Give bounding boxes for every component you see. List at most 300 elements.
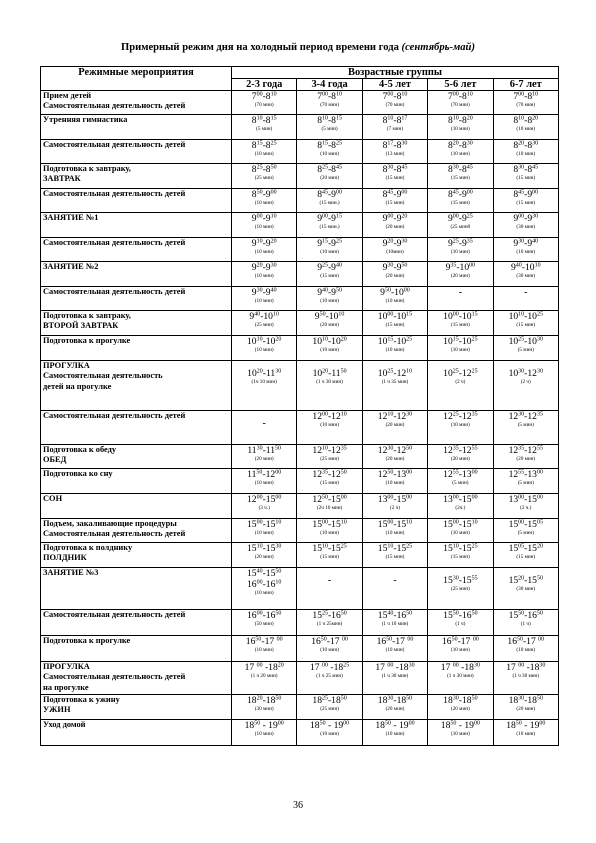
time-range: $9^{10}-9^{20}$ (251, 238, 277, 249)
duration: (10 мин) (516, 151, 536, 157)
title-main: Примерный режим дня на холодный период времени года (121, 42, 399, 53)
time-cell (428, 140, 493, 164)
duration: (10мин) (386, 249, 404, 255)
duration: (10 мин) (450, 422, 470, 428)
time-cell (232, 115, 297, 140)
duration: (15 мин) (450, 554, 470, 560)
activity-label-line: Утренняя гимнастика (43, 115, 128, 124)
time-range: $10^{20}-11^{30}$ (247, 368, 282, 379)
time-cell (232, 469, 297, 494)
activity-label (41, 164, 232, 189)
duration: (10 мин) (254, 530, 274, 536)
time-range: $18^{50} - 19^{00}$ (440, 720, 480, 731)
duration: (15 мин) (450, 200, 470, 206)
duration: (1 ч 10 мин) (381, 621, 409, 627)
duration: (20 мин) (385, 273, 405, 279)
time-cell (362, 636, 427, 662)
time-cell (297, 213, 362, 238)
activity-label (41, 213, 232, 238)
time-range: 17 $^{00}$ $-18^{25}$ (309, 662, 350, 673)
duration: (2 ч) (455, 379, 466, 385)
title-period: (сентябрь-май) (401, 42, 475, 53)
table-row (41, 262, 559, 287)
table-row (41, 519, 559, 543)
time-range: $8^{17}-8^{30}$ (382, 140, 408, 151)
time-cell (428, 568, 493, 610)
time-cell (297, 662, 362, 695)
activity-label (41, 140, 232, 164)
time-cell (493, 469, 558, 494)
time-range: $10^{20}-11^{50}$ (312, 368, 347, 379)
time-cell (362, 361, 427, 411)
time-range: $15^{00}-15^{10}$ (443, 519, 478, 530)
time-range: $8^{15}-8^{25}$ (251, 140, 277, 151)
duration: (15 мин) (516, 175, 536, 181)
spacer (430, 568, 490, 575)
duration: (15 мин) (516, 322, 536, 328)
duration: (10 мин) (450, 347, 470, 353)
time-range: $10^{30}-12^{30}$ (508, 368, 543, 379)
time-cell (493, 662, 558, 695)
duration: (2 ч) (389, 505, 400, 511)
duration: (15 мин) (320, 480, 339, 486)
spacer (299, 568, 359, 575)
time-cell (493, 695, 558, 720)
time-cell (428, 213, 493, 238)
table-row (41, 213, 559, 238)
time-cell (493, 720, 558, 746)
duration: (15 мин) (320, 273, 339, 279)
time-cell (297, 115, 362, 140)
table-row (41, 695, 559, 720)
time-cell (362, 519, 427, 543)
time-range: $12^{10}-12^{30}$ (377, 411, 413, 422)
time-cell (493, 610, 558, 636)
time-cell (362, 610, 427, 636)
activity-label-line: Подготовка к завтраку, (43, 311, 131, 320)
time-cell (428, 636, 493, 662)
time-cell (428, 287, 493, 311)
activity-label (41, 91, 232, 115)
time-range: $15^{50}-16^{50}$ (508, 610, 543, 621)
time-range: $15^{05}-15^{20}$ (508, 543, 543, 554)
duration: (1 ч 20 мин) (250, 673, 278, 679)
duration: (1 ч 35 мин) (381, 379, 409, 385)
time-cell (297, 189, 362, 213)
time-range: $13^{00}-15^{00}$ (443, 494, 478, 505)
time-cell (362, 662, 427, 695)
table-row (41, 445, 559, 469)
table-row (41, 636, 559, 662)
duration: (20 мин) (385, 456, 405, 462)
duration: (5 мин) (321, 126, 338, 132)
spacer (365, 361, 425, 368)
time-range: $8^{25}-8^{45}$ (317, 164, 342, 175)
activity-label-line: Подготовка к полднику (43, 543, 133, 552)
time-cell (232, 361, 297, 411)
duration: (1 ч 25 мин) (316, 673, 343, 679)
activity-label (41, 336, 232, 361)
header-age-5-6: 5-6 лет (428, 79, 493, 91)
activity-label-line: Подготовка ко сну (43, 469, 113, 478)
duration: (20 мин) (450, 456, 470, 462)
time-cell (493, 568, 558, 610)
duration: (70 мин) (385, 102, 405, 108)
activity-label (41, 494, 232, 519)
duration: (10 мин) (450, 249, 470, 255)
duration: (10 мин) (254, 273, 274, 279)
activity-label (41, 238, 232, 262)
time-range: $18^{50} - 19^{00}$ (309, 720, 350, 731)
duration: (20 мин) (254, 554, 274, 560)
duration: (10 мин) (254, 249, 274, 255)
time-cell (428, 91, 493, 115)
time-range: 17 $^{00}$ $-18^{20}$ (244, 662, 284, 673)
time-cell (362, 568, 427, 610)
time-range: $8^{10}-8^{15}$ (251, 115, 277, 126)
activity-label (41, 287, 232, 311)
activity-label (41, 543, 232, 568)
time-cell (362, 336, 427, 361)
time-range: $8^{45}-9^{00}$ (317, 189, 342, 200)
time-cell (362, 189, 427, 213)
spacer (234, 411, 294, 418)
duration: (10 мин) (320, 151, 339, 157)
duration: (30 мин) (254, 706, 274, 712)
duration: (10 мин) (254, 731, 274, 737)
time-range: $9^{00}-9^{20}$ (382, 213, 408, 224)
duration: (15 мин) (385, 200, 405, 206)
time-range: $15^{40}-15^{50}$ (247, 568, 282, 579)
activity-label-line: ЗАНЯТИЕ №2 (43, 262, 99, 271)
time-range: $9^{30}-9^{40}$ (513, 238, 539, 249)
time-cell (428, 411, 493, 445)
time-range: $15^{10}-15^{25}$ (377, 543, 413, 554)
time-range: $9^{25}-9^{40}$ (317, 262, 342, 273)
time-range: $12^{35}-12^{55}$ (443, 445, 478, 456)
duration: (10 мин) (450, 126, 470, 132)
time-range: $12^{10}-12^{35}$ (312, 445, 347, 456)
duration: (25 мин0 (450, 224, 471, 230)
time-cell (232, 494, 297, 519)
duration: (15 мин) (450, 322, 470, 328)
time-cell (362, 91, 427, 115)
time-cell (232, 695, 297, 720)
time-cell (428, 519, 493, 543)
time-range: $18^{25}-18^{50}$ (312, 695, 347, 706)
activity-label (41, 469, 232, 494)
spacer (365, 568, 425, 575)
time-cell (362, 469, 427, 494)
duration: (5 мин) (517, 347, 534, 353)
activity-label-line: ПРОГУЛКА (43, 662, 90, 671)
time-range: $10^{25}-10^{30}$ (508, 336, 543, 347)
duration: (10 мин) (254, 298, 274, 304)
time-range: $16^{00}-16^{10}$ (247, 579, 282, 590)
time-range: $10^{25}-12^{25}$ (443, 368, 478, 379)
activity-label-line: Прием детей (43, 91, 92, 100)
duration: (5 мин) (517, 422, 534, 428)
time-cell (362, 262, 427, 287)
duration: (2 ч) (520, 379, 531, 385)
duration: (25 мин) (450, 586, 470, 592)
activity-label-line: Самостоятельная деятельность детей (43, 411, 186, 420)
time-cell (232, 636, 297, 662)
table-row (41, 115, 559, 140)
duration: (1 ч 25мин) (316, 621, 343, 627)
duration: (10 мин) (516, 126, 536, 132)
activity-label-line: Самостоятельная деятельность детей (43, 140, 186, 149)
time-range: $10^{00}-10^{15}$ (377, 311, 413, 322)
time-range: $8^{30}-8^{45}$ (513, 164, 539, 175)
time-range: $9^{40}-9^{50}$ (317, 287, 342, 298)
table-row (41, 189, 559, 213)
duration: (5 мин) (517, 530, 534, 536)
duration: (10 мин) (385, 480, 405, 486)
duration: (10 мин) (385, 298, 405, 304)
time-range: $15^{00}-15^{05}$ (508, 519, 543, 530)
schedule-table (40, 66, 559, 746)
time-cell (493, 494, 558, 519)
table-row (41, 610, 559, 636)
duration: (15 мин.) (319, 224, 340, 230)
time-cell (428, 695, 493, 720)
time-cell (297, 519, 362, 543)
time-cell (493, 213, 558, 238)
duration: (10 мин) (254, 224, 274, 230)
activity-label-line: Подготовка к завтраку, (43, 164, 131, 173)
duration: (15 мин.) (319, 200, 340, 206)
duration: (1 ч 30 мин) (447, 673, 474, 679)
time-range: $8^{10}-8^{15}$ (317, 115, 342, 126)
time-range: $8^{20}-8^{30}$ (513, 140, 539, 151)
duration: (10 мин) (385, 530, 405, 536)
time-cell (493, 115, 558, 140)
time-range: $18^{50} - 19^{00}$ (244, 720, 284, 731)
activity-label-line: Самостоятельная деятельность детей (43, 238, 186, 247)
time-cell (297, 695, 362, 720)
time-range: $15^{40}-16^{50}$ (377, 610, 413, 621)
page-number: 36 (293, 800, 303, 811)
duration: (25 мин) (320, 456, 339, 462)
duration: (10 мин) (254, 590, 274, 596)
time-cell (297, 262, 362, 287)
time-cell (232, 189, 297, 213)
spacer (299, 361, 359, 368)
duration: (5 мин) (517, 480, 534, 486)
activity-label-line: Подготовка к прогулке (43, 636, 131, 645)
duration: (30 мин) (516, 273, 536, 279)
time-range: $9^{35}-10^{00}$ (445, 262, 476, 273)
table-row (41, 311, 559, 336)
time-range: $8^{45}-9^{00}$ (382, 189, 408, 200)
header-age-2-3: 2-3 года (232, 79, 297, 91)
duration: (70 мин) (254, 102, 274, 108)
time-range: $8^{30}-8^{45}$ (447, 164, 473, 175)
time-cell (232, 610, 297, 636)
time-cell (232, 164, 297, 189)
time-range: $15^{25}-16^{50}$ (312, 610, 347, 621)
table-row (41, 287, 559, 311)
activity-label-line: Самостоятельная деятельность детей (43, 189, 186, 198)
time-cell (428, 469, 493, 494)
duration: (2ч 10 мин) (316, 505, 343, 511)
duration: (10 мин) (254, 480, 274, 486)
time-range: $10^{15}-10^{25}$ (377, 336, 413, 347)
time-cell (428, 189, 493, 213)
time-range: $9^{50}-10^{10}$ (314, 311, 345, 322)
activity-label-line: Самостоятельная деятельность детей (43, 672, 186, 682)
schedule-rows (41, 91, 559, 746)
duration: (10 мин) (516, 731, 536, 737)
activity-label-line: Подготовка к ужину (43, 695, 120, 704)
activity-label (41, 411, 232, 445)
activity-label (41, 262, 232, 287)
time-cell (493, 336, 558, 361)
duration: (10 мин) (320, 298, 339, 304)
time-range: $12^{50}-15^{00}$ (312, 494, 347, 505)
activity-label (41, 189, 232, 213)
time-range: $12^{50}-13^{00}$ (377, 469, 413, 480)
duration: (7 мин) (386, 126, 404, 132)
time-range: $18^{30}-18^{50}$ (508, 695, 543, 706)
time-range: $9^{00}-9^{10}$ (251, 213, 277, 224)
duration: (10 мин) (385, 647, 405, 653)
duration: (50 мин) (254, 621, 274, 627)
duration: (10 мин) (320, 530, 339, 536)
time-cell (232, 720, 297, 746)
duration: (20 мин) (320, 322, 339, 328)
duration: (20 мин) (385, 224, 405, 230)
time-cell (362, 115, 427, 140)
activity-label-line: детей на прогулке (43, 381, 112, 391)
table-row (41, 91, 559, 115)
duration: (70 мин) (450, 102, 470, 108)
time-range: $11^{50}-12^{00}$ (247, 469, 282, 480)
time-range: 17 $^{00}$ $-18^{30}$ (506, 662, 546, 673)
time-range: $10^{10}-10^{20}$ (247, 336, 282, 347)
duration: (10 мин) (320, 731, 339, 737)
time-range: $15^{00}-15^{10}$ (377, 519, 413, 530)
time-range: $15^{10}-15^{25}$ (312, 543, 347, 554)
time-range: $15^{00}-15^{10}$ (312, 519, 347, 530)
time-cell (428, 336, 493, 361)
duration: (20 мин) (450, 706, 470, 712)
time-cell (493, 189, 558, 213)
no-activity-dash: - (458, 287, 463, 298)
time-range: $12^{55}-13^{00}$ (508, 469, 543, 480)
activity-label-line: СОН (43, 494, 63, 503)
time-range: $12^{30}-12^{50}$ (377, 445, 413, 456)
time-cell (493, 636, 558, 662)
duration: (13 мин) (385, 151, 405, 157)
time-range: $7^{00}-8^{10}$ (513, 91, 539, 102)
duration: (1 ч 30 мин) (512, 673, 540, 679)
table-row (41, 336, 559, 361)
duration: (10 мин) (516, 249, 536, 255)
no-activity-dash: - (524, 287, 528, 298)
time-range: $12^{35}-12^{50}$ (312, 469, 347, 480)
time-range: $12^{30}-12^{35}$ (508, 411, 543, 422)
activity-label-line: на прогулке (43, 682, 89, 692)
time-cell (493, 361, 558, 411)
duration: (10 мин) (320, 647, 339, 653)
time-range: $10^{00}-10^{15}$ (443, 311, 478, 322)
time-range: $8^{15}-8^{25}$ (317, 140, 342, 151)
activity-label-line: Самостоятельная деятельность детей (43, 529, 186, 539)
time-cell (232, 91, 297, 115)
duration: (30 мин) (516, 224, 536, 230)
duration: (20 мин) (254, 456, 274, 462)
activity-label-line: ЗАВТРАК (43, 174, 81, 184)
time-range: $16^{50}-17$ $^{00}$ (441, 636, 479, 647)
time-range: $15^{20}-15^{50}$ (508, 575, 543, 586)
time-range: $8^{10}-8^{17}$ (382, 115, 408, 126)
table-row (41, 411, 559, 445)
time-range: $18^{20}-18^{50}$ (247, 695, 282, 706)
time-cell (297, 411, 362, 445)
time-cell (428, 543, 493, 568)
time-range: $7^{00}-8^{10}$ (447, 91, 473, 102)
time-cell (232, 287, 297, 311)
duration: (30 мин) (516, 586, 536, 592)
time-range: $15^{50}-16^{50}$ (443, 610, 478, 621)
time-cell (297, 494, 362, 519)
time-range: $9^{20}-9^{30}$ (382, 238, 408, 249)
time-cell (232, 213, 297, 238)
time-cell (493, 543, 558, 568)
duration: (10 мин) (254, 151, 274, 157)
table-row (41, 720, 559, 746)
duration: (10 мин) (320, 249, 339, 255)
table-row (41, 469, 559, 494)
activity-label-line: ЗАНЯТИЕ №1 (43, 213, 99, 222)
time-range: $11^{30}-11^{50}$ (247, 445, 282, 456)
time-cell (232, 662, 297, 695)
duration: (10 мин) (450, 731, 470, 737)
time-cell (232, 262, 297, 287)
duration: (10 мин) (254, 200, 274, 206)
duration: (3 ч.) (258, 505, 270, 511)
activity-label-line: Самостоятельная деятельность детей (43, 101, 186, 111)
time-range: $8^{45}-9^{00}$ (447, 189, 473, 200)
activity-label-line: Самостоятельная деятельность (43, 371, 163, 381)
time-cell (297, 91, 362, 115)
time-range: $15^{10}-15^{30}$ (247, 543, 282, 554)
time-range: $12^{00}-15^{00}$ (247, 494, 282, 505)
time-range: $9^{30}-9^{50}$ (382, 262, 408, 273)
time-cell (362, 543, 427, 568)
time-range: $9^{40}-10^{10}$ (510, 262, 541, 273)
header-age-3-4: 3-4 года (297, 79, 362, 91)
time-cell (297, 164, 362, 189)
spacer (496, 568, 556, 575)
activity-label-line: УЖИН (43, 705, 71, 715)
time-cell (232, 336, 297, 361)
duration: (10 мин) (516, 647, 536, 653)
time-range: $16^{50}-17$ $^{00}$ (311, 636, 348, 647)
activity-label (41, 519, 232, 543)
time-cell (362, 311, 427, 336)
activity-label-line: ПОЛДНИК (43, 553, 87, 563)
header-age-6-7: 6-7 лет (493, 79, 558, 91)
activity-label-line: ЗАНЯТИЕ №3 (43, 568, 99, 577)
activity-label (41, 636, 232, 662)
activity-label-line: ВТОРОЙ ЗАВТРАК (43, 321, 119, 331)
duration: (15 мин) (320, 554, 339, 560)
activity-label (41, 568, 232, 610)
duration: (25 мин) (320, 706, 339, 712)
